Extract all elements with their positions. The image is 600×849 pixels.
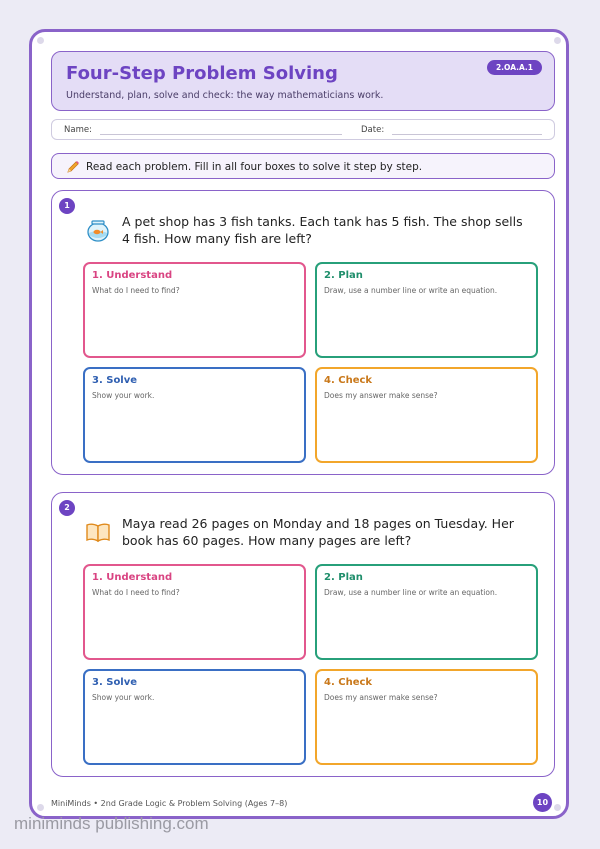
problem-number: 2 <box>59 500 75 516</box>
step-prompt: Show your work. <box>92 693 155 702</box>
footer-text: MiniMinds • 2nd Grade Logic & Problem Solving (Ages 7–8) <box>51 799 288 808</box>
worksheet-header <box>51 51 555 111</box>
date-label: Date: <box>361 125 385 135</box>
corner-dot <box>37 37 44 44</box>
step-prompt: Show your work. <box>92 391 155 400</box>
name-date-bar <box>51 119 555 140</box>
watermark: miniminds publishing.com <box>14 814 209 833</box>
book-icon <box>85 519 111 549</box>
standard-badge: 2.OA.A.1 <box>487 60 542 75</box>
corner-dot <box>37 804 44 811</box>
step-title: 4. Check <box>324 677 373 688</box>
step-title: 4. Check <box>324 375 373 386</box>
corner-dot <box>554 804 561 811</box>
instructions-text: Read each problem. Fill in all four boxes to solve it step by step. <box>86 161 423 173</box>
problem-card-2 <box>51 492 555 777</box>
name-line[interactable] <box>100 134 342 135</box>
step-title: 1. Understand <box>92 572 173 583</box>
problem-number: 1 <box>59 198 75 214</box>
step-title: 3. Solve <box>92 375 138 386</box>
step-prompt: Does my answer make sense? <box>324 693 438 702</box>
solve-box[interactable] <box>83 669 306 765</box>
page-subtitle: Understand, plan, solve and check: the way mathematicians work. <box>66 90 384 101</box>
date-line[interactable] <box>392 134 542 135</box>
page-number: 10 <box>533 793 552 812</box>
instructions-bar <box>51 153 555 179</box>
understand-box[interactable] <box>83 564 306 660</box>
step-prompt: Draw, use a number line or write an equation. <box>324 286 498 295</box>
step-prompt: What do I need to find? <box>92 286 180 295</box>
problem-text: A pet shop has 3 fish tanks. Each tank has 5 fish. The shop sells 4 fish. How many fish are left? <box>122 214 523 246</box>
problem-card-1 <box>51 190 555 475</box>
check-box[interactable] <box>315 669 538 765</box>
name-label: Name: <box>64 125 92 135</box>
pencil-icon <box>66 159 80 178</box>
worksheet-page <box>29 29 569 819</box>
step-prompt: Does my answer make sense? <box>324 391 438 400</box>
step-title: 3. Solve <box>92 677 138 688</box>
corner-dot <box>554 37 561 44</box>
step-title: 1. Understand <box>92 270 173 281</box>
check-box[interactable] <box>315 367 538 463</box>
step-title: 2. Plan <box>324 270 363 281</box>
page-title: Four-Step Problem Solving <box>66 63 338 84</box>
step-title: 2. Plan <box>324 572 363 583</box>
step-prompt: What do I need to find? <box>92 588 180 597</box>
plan-box[interactable] <box>315 564 538 660</box>
solve-box[interactable] <box>83 367 306 463</box>
fishbowl-icon <box>85 217 111 247</box>
step-prompt: Draw, use a number line or write an equation. <box>324 588 498 597</box>
plan-box[interactable] <box>315 262 538 358</box>
problem-text: Maya read 26 pages on Monday and 18 pages on Tuesday. Her book has 60 pages. How many pages are left? <box>122 516 514 548</box>
understand-box[interactable] <box>83 262 306 358</box>
